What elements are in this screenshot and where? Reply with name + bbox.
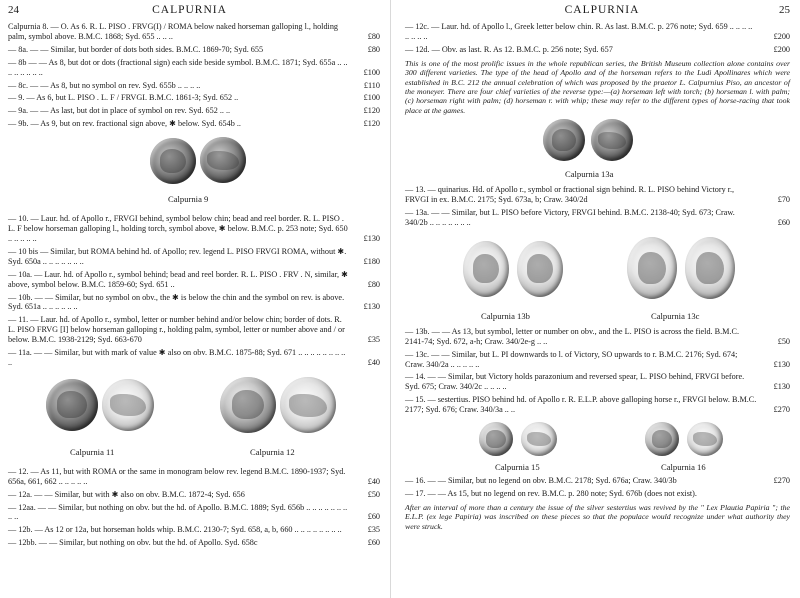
entry-text: — 12d. — Obv. as last. R. As 12. B.M.C. p. 256 note; Syd. 657 (405, 44, 613, 54)
right-plate-a (405, 117, 790, 185)
entry-price: £130 (363, 302, 380, 312)
entry-price: £200 (773, 44, 790, 54)
entry-price: £180 (363, 256, 380, 266)
entry-text: — 13b. — — As 13, but symbol, letter or number on obv., and the L. PISO is across the field. B.M.C. 2141-74; Syd. 672, a-h; Craw. 340/2e-g .. .. (405, 326, 739, 346)
coin-reverse-image (687, 422, 723, 456)
coin-reverse-image (517, 241, 563, 297)
entry-price: £60 (777, 217, 790, 227)
plate-caption: Calpurnia 13c (651, 310, 700, 321)
entry-text: — 17. — — As 15, but no legend on rev. B.M.C. p. 280 note; Syd. 676b (does not exist). (405, 488, 697, 498)
right-entries-b (405, 185, 790, 231)
entry-price: £60 (367, 538, 380, 548)
coin-reverse-image (685, 237, 735, 299)
entry-price: £100 (363, 93, 380, 103)
entry-text: — 9a. — — As last, but dot in place of symbol on rev. Syd. 652 .. .. (8, 106, 231, 116)
plate-caption: Calpurnia 12 (250, 446, 295, 457)
catalogue-entry (8, 293, 380, 313)
left-plate-b (8, 371, 380, 467)
coin-reverse-image (280, 377, 336, 433)
plate-caption: Calpurnia 13b (481, 310, 530, 321)
entry-price: £270 (773, 405, 790, 415)
plate-caption: Calpurnia 11 (70, 446, 115, 457)
coin-obverse-image (627, 237, 677, 299)
catalogue-entry (405, 45, 790, 55)
coin-reverse-image (591, 119, 633, 161)
right-running-title: CALPURNIA (564, 4, 640, 16)
entry-text: — 11a. — — Similar, but with mark of value ✱ also on obv. B.M.C. 1875-88; Syd. 671 .. .. .. .. .. .. .. .. .. (8, 348, 346, 367)
left-entries-c (8, 467, 380, 551)
catalogue-entry (8, 214, 380, 244)
entry-price: £120 (363, 106, 380, 116)
right-page (390, 0, 800, 598)
entry-text: — 12a. — — Similar, but with ✱ also on obv. B.M.C. 1872-4; Syd. 656 (8, 489, 245, 499)
entry-price: £35 (367, 525, 380, 535)
entry-text: — 16. — — Similar, but no legend on obv. B.M.C. 2178; Syd. 676a; Craw. 340/3b (405, 476, 677, 486)
catalogue-entry (8, 467, 380, 487)
coin-obverse-image (463, 241, 509, 297)
entry-text: — 12aa. — — Similar, but nothing on obv. but the hd. of Apollo. B.M.C. 1889; Syd. 656b .. .. .. .. .. .. .. .. .. (8, 502, 348, 522)
plate-caption: Calpurnia 15 (495, 462, 540, 473)
catalogue-entry (405, 185, 790, 205)
catalogue-entry (405, 489, 790, 499)
catalogue-entry (8, 106, 380, 116)
entry-price: £35 (367, 335, 380, 345)
catalogue-entry (8, 119, 380, 129)
catalogue-entry (8, 81, 380, 91)
entry-text: — 13c. — — Similar, but L. PI downwards to l. of Victory, SO upwards to r. B.M.C. 2176; Syd. 674; Craw. 340/2a .. .. .. .. .. (405, 349, 738, 369)
catalogue-entry (8, 315, 380, 345)
entry-text: — 12c. — Laur. hd. of Apollo l., Greek letter below chin. R. As last. B.M.C. p. 276 note; Syd. 659 .. .. .. .. .. .. .. .. (405, 22, 753, 41)
entry-price: £130 (773, 382, 790, 392)
coin-obverse-image (150, 138, 196, 184)
catalogue-entry (405, 350, 790, 370)
entry-text: — 12bb. — — Similar, but nothing on obv. but the hd. of Apollo. Syd. 658c (8, 538, 258, 548)
catalogue-entry (8, 538, 380, 548)
catalogue-entry (8, 58, 380, 78)
entry-price: £80 (367, 279, 380, 289)
entry-price: £270 (773, 476, 790, 486)
catalogue-entry (405, 476, 790, 486)
entry-price: £50 (777, 336, 790, 346)
entry-text: — 14. — — Similar, but Victory holds parazonium and reversed spear, L. PISO behind, FRVGI before. Syd. 675; Craw. 340/2c .. .. .. .. (405, 372, 745, 392)
closing-note: After an interval of more than a century the issue of the silver sestertius was revived by the " Lex Plautia Papiria "; the E.L.P. (ex lege Papiria) was inscribed on these pieces so that the populace would recognize under what authority they were struck. (405, 502, 790, 531)
coin-obverse-image (479, 422, 513, 456)
coin-reverse-image (200, 137, 246, 183)
entry-price: £110 (363, 80, 380, 90)
catalogue-entry (405, 327, 790, 347)
entry-price: £200 (773, 31, 790, 41)
coin-obverse-image (46, 379, 98, 431)
entry-text: — 9b. — As 9, but on rev. fractional sign above, ✱ below. Syd. 654b .. (8, 119, 241, 129)
entry-price: £100 (363, 67, 380, 77)
entry-price: £70 (777, 195, 790, 205)
right-page-header (405, 0, 790, 22)
entry-text: — 8a. — — Similar, but border of dots both sides. B.M.C. 1869-70; Syd. 655 (8, 44, 264, 54)
catalogue-entry (8, 93, 380, 103)
entry-text: — 10a. — Laur. hd. of Apollo r., symbol behind; bead and reel border. R. L. PISO . FRV . N, similar, ✱ above, symbol below. B.M.C. 1859-60; Syd. 651 .. (8, 269, 349, 289)
entry-price: £130 (363, 233, 380, 243)
left-running-title: CALPURNIA (152, 4, 227, 16)
coin-obverse-image (645, 422, 679, 456)
entry-text: — 8c. — — As 8, but no symbol on rev. Syd. 655b .. .. .. .. (8, 80, 201, 90)
right-plate-b (405, 231, 790, 327)
entry-price: £80 (367, 31, 380, 41)
right-plate-c (405, 418, 790, 476)
right-entries-c (405, 327, 790, 418)
left-entries-b (8, 214, 380, 371)
entry-price: £120 (363, 119, 380, 129)
entry-text: Calpurnia 8. — O. As 6. R. L. PISO . FRVG(I) / ROMA below naked horseman galloping l., holding palm, symbol above. B.M.C. 1868; Syd. 655 .. .. .. (8, 22, 339, 41)
left-entries-a (8, 22, 380, 132)
catalogue-entry (8, 22, 380, 42)
right-page-number: 25 (779, 4, 790, 16)
catalogue-entry (8, 45, 380, 55)
historical-note: This is one of the most prolific issues in the whole republican series, the British Museum collection alone contains over 300 different varieties. The type of the head of Apollo and of the horseman refers to the Ludi Apollinares which were established in B.C. 212 the annual celebration of which was proposed by the praetor L. Calpurnius Piso, an ancestor of the moneyer. There are four chief varieties of the reverse type:—(a) horseman left with torch; (b) horseman l. with palm; (c) horseman right with palm; (d) horseman r. with whip; these may refer to the different types of horse-racing that took place at the games. (405, 58, 790, 115)
left-page-number: 24 (8, 4, 19, 16)
catalogue-entry (8, 503, 380, 523)
entry-text: — 10b. — — Similar, but no symbol on obv., the ✱ is below the chin and the symbol on rev. is above. Syd. 651a .. .. .. .. .. .. (8, 292, 345, 312)
entry-text: — 9. — As 6, but L. PISO . L. F / FRVGI. B.M.C. 1861-3; Syd. 652 .. (8, 93, 239, 103)
entry-text: — 8b — — As 8, but dot or dots (fractional sign) each side beside symbol. B.M.C. 1871; Syd. 655a .. .. .. .. .. .. .. .. (8, 57, 348, 77)
catalogue-entry (405, 22, 790, 42)
catalogue-entry (405, 372, 790, 392)
entry-price: £40 (367, 476, 380, 486)
entry-price: £80 (367, 44, 380, 54)
coin-obverse-image (220, 377, 276, 433)
right-entries-a (405, 22, 790, 58)
plate-caption: Calpurnia 13a (565, 169, 614, 180)
coin-obverse-image (543, 119, 585, 161)
entry-price: £130 (773, 359, 790, 369)
coin-reverse-image (521, 422, 557, 456)
entry-text: — 15. — sestertius. PISO behind hd. of Apollo r. R. E.L.P. above galloping horse r., FRVGI below. B.M.C. 2177; Syd. 676; Craw. 340/3a .. .. (405, 395, 757, 415)
entry-price: £50 (367, 489, 380, 499)
catalogue-entry (405, 395, 790, 415)
catalogue-entry (8, 348, 380, 368)
entry-text: — 12. — As 11, but with ROMA or the same in monogram below rev. legend B.M.C. 1890-1937; Syd. 656a, 661, 662 .. .. .. .. .. (8, 466, 346, 486)
entry-text: — 12b. — As 12 or 12a, but horseman holds whip. B.M.C. 2130-7; Syd. 658, a, b, 660 .. .. .. .. .. .. .. .. (8, 525, 342, 535)
left-page (0, 0, 390, 598)
entry-price: £40 (367, 357, 380, 367)
left-page-header (8, 0, 380, 22)
coin-reverse-image (102, 379, 154, 431)
catalogue-entry (405, 208, 790, 228)
plate-caption: Calpurnia 9 (168, 194, 209, 205)
entry-text: — 10 bis — Similar, but ROMA behind hd. of Apollo; rev. legend L. PISO FRVGI ROMA, without ✱. Syd. 650a .. .. .. .. .. .. .. (8, 246, 347, 266)
entry-text: — 13. — quinarius. Hd. of Apollo r., symbol or fractional sign behind. R. L. PISO behind Victory r., FRVGI in ex. B.M.C. 2175; Syd. 673a, b; Craw. 340/2d (405, 185, 735, 205)
catalogue-entry (8, 490, 380, 500)
catalogue-entry (8, 247, 380, 267)
entry-text: — 11. — Laur. hd. of Apollo r., symbol, letter or number behind and/or below chin; border of dots. R. L. PISO FRVG [I] below horseman galloping r., holding palm, symbol, letter or number above and / or below. B.M.C. 1938-2129; Syd. 663-670 (8, 315, 345, 345)
catalogue-entry (8, 525, 380, 535)
entry-text: — 13a. — — Similar, but L. PISO before Victory, FRVGI behind. B.M.C. 2138-40; Syd. 673; Craw. 340/2b .. .. .. .. .. .. .. (405, 207, 735, 227)
entry-price: £60 (367, 512, 380, 522)
right-entries-d (405, 476, 790, 502)
entry-text: — 10. — Laur. hd. of Apollo r., FRVGI behind, symbol below chin; bead and reel border. R. L. PISO . L. F below horseman galloping l., holding torch, symbol above, ✱ below. B.M.C. p. 253 note; Syd. 650 .. .. .. .. .. (8, 214, 348, 243)
left-plate-a (8, 132, 380, 214)
plate-caption: Calpurnia 16 (661, 462, 706, 473)
catalogue-entry (8, 270, 380, 290)
